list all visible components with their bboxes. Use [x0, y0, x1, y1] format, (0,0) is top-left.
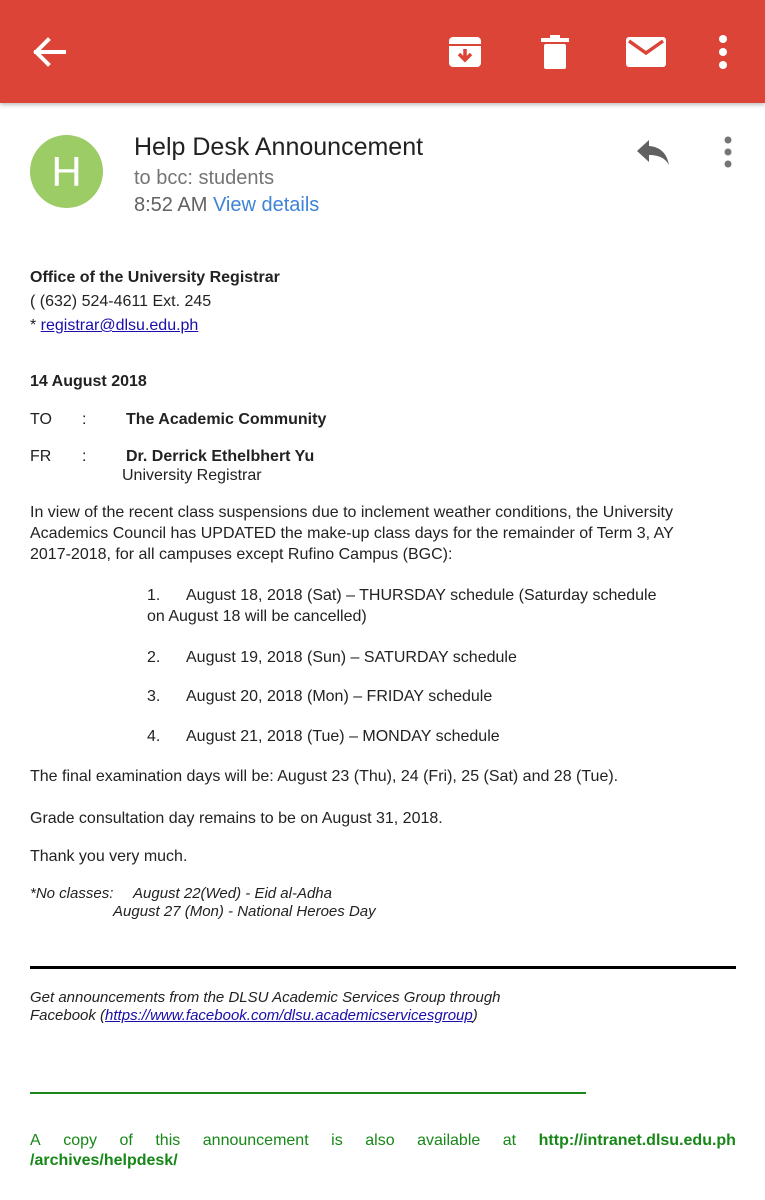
divider — [30, 966, 736, 969]
list-item-3-line1: August 20, 2018 (Mon) – FRIDAY schedule — [186, 688, 493, 705]
no-classes-2: August 27 (Mon) - National Heroes Day — [113, 903, 376, 920]
finals-text: The final examination days will be: August 23 (Thu), 24 (Fri), 25 (Sat) and 28 (Tue). — [30, 768, 619, 785]
no-classes-label: *No classes: — [30, 885, 114, 902]
registrar-email-link[interactable]: registrar@dlsu.edu.ph — [40, 317, 199, 334]
intro-line-2: Academics Council has UPDATED the make-up class days for the remainder of Term 3, AY — [30, 525, 674, 542]
message-more-icon[interactable] — [712, 130, 744, 174]
app-bar — [0, 0, 765, 103]
to-label: TO — [30, 411, 52, 428]
office-phone: ( (632) 524-4611 Ext. 245 — [30, 293, 212, 310]
copy-word: at — [502, 1132, 517, 1149]
list-item-2-line1: August 19, 2018 (Sun) – SATURDAY schedule — [186, 649, 517, 666]
fb-line-1: Get announcements from the DLSU Academic Services Group through — [30, 989, 501, 1006]
list-item-1-num: 1. — [147, 587, 161, 604]
intranet-link[interactable]: http://intranet.dlsu.edu.ph — [538, 1132, 736, 1149]
fb-prefix: Facebook ( — [30, 1007, 106, 1024]
intro-line-3: 2017-2018, for all campuses except Rufino Campus (BGC): — [30, 546, 453, 563]
list-item-2-num: 2. — [147, 649, 161, 666]
thanks-text: Thank you very much. — [30, 848, 188, 865]
copy-word: is — [331, 1132, 343, 1149]
office-email-row — [30, 316, 198, 336]
archive-icon[interactable] — [439, 26, 491, 78]
email-bullet: * — [30, 317, 41, 334]
to-colon: : — [82, 411, 87, 428]
view-details-link[interactable]: View details — [212, 194, 320, 216]
fr-colon: : — [82, 448, 87, 465]
delete-icon[interactable] — [529, 26, 581, 78]
list-item-1-line1: August 18, 2018 (Sat) – THURSDAY schedule (Saturday schedule — [186, 587, 657, 604]
mail-icon[interactable] — [620, 26, 672, 78]
to-value: The Academic Community — [126, 411, 327, 428]
copy-word: this — [155, 1132, 181, 1149]
avatar-letter: H — [51, 147, 82, 195]
recipients: to bcc: students — [134, 167, 275, 189]
time-row — [134, 194, 319, 217]
sent-time: 8:52 AM — [134, 194, 208, 216]
fr-name: Dr. Derrick Ethelbhert Yu — [126, 448, 315, 465]
copy-word: announcement — [202, 1132, 309, 1149]
copy-word: of — [119, 1132, 133, 1149]
office-name: Office of the University Registrar — [30, 269, 280, 286]
intranet-link-path[interactable]: /archives/helpdesk/ — [30, 1152, 178, 1169]
arrow-back-icon[interactable] — [24, 26, 76, 78]
fr-title: University Registrar — [122, 467, 262, 484]
list-item-3-num: 3. — [147, 688, 161, 705]
copy-word: also — [365, 1132, 395, 1149]
copy-line-1 — [30, 1131, 736, 1151]
announcement-date: 14 August 2018 — [30, 373, 147, 390]
fr-label: FR — [30, 448, 52, 465]
list-item-4-line1: August 21, 2018 (Tue) – MONDAY schedule — [186, 728, 500, 745]
fb-suffix: ) — [472, 1007, 478, 1024]
more-vert-icon[interactable] — [697, 26, 749, 78]
green-divider — [30, 1092, 586, 1094]
intro-line-1: In view of the recent class suspensions due to inclement weather conditions, the University — [30, 504, 673, 521]
no-classes-1: August 22(Wed) - Eid al-Adha — [133, 885, 332, 902]
fb-line-2 — [30, 1006, 478, 1026]
copy-word: copy — [63, 1132, 97, 1149]
avatar[interactable] — [30, 135, 103, 208]
copy-word: available — [417, 1132, 481, 1149]
copy-word: A — [30, 1132, 41, 1149]
reply-icon[interactable] — [630, 130, 676, 174]
list-item-4-num: 4. — [147, 728, 161, 745]
list-item-1-line2: on August 18 will be cancelled) — [147, 608, 367, 625]
consult-text: Grade consultation day remains to be on August 31, 2018. — [30, 810, 443, 827]
email-subject: Help Desk Announcement — [134, 133, 424, 161]
facebook-link[interactable]: https://www.facebook.com/dlsu.academicservicesgroup — [105, 1007, 473, 1024]
